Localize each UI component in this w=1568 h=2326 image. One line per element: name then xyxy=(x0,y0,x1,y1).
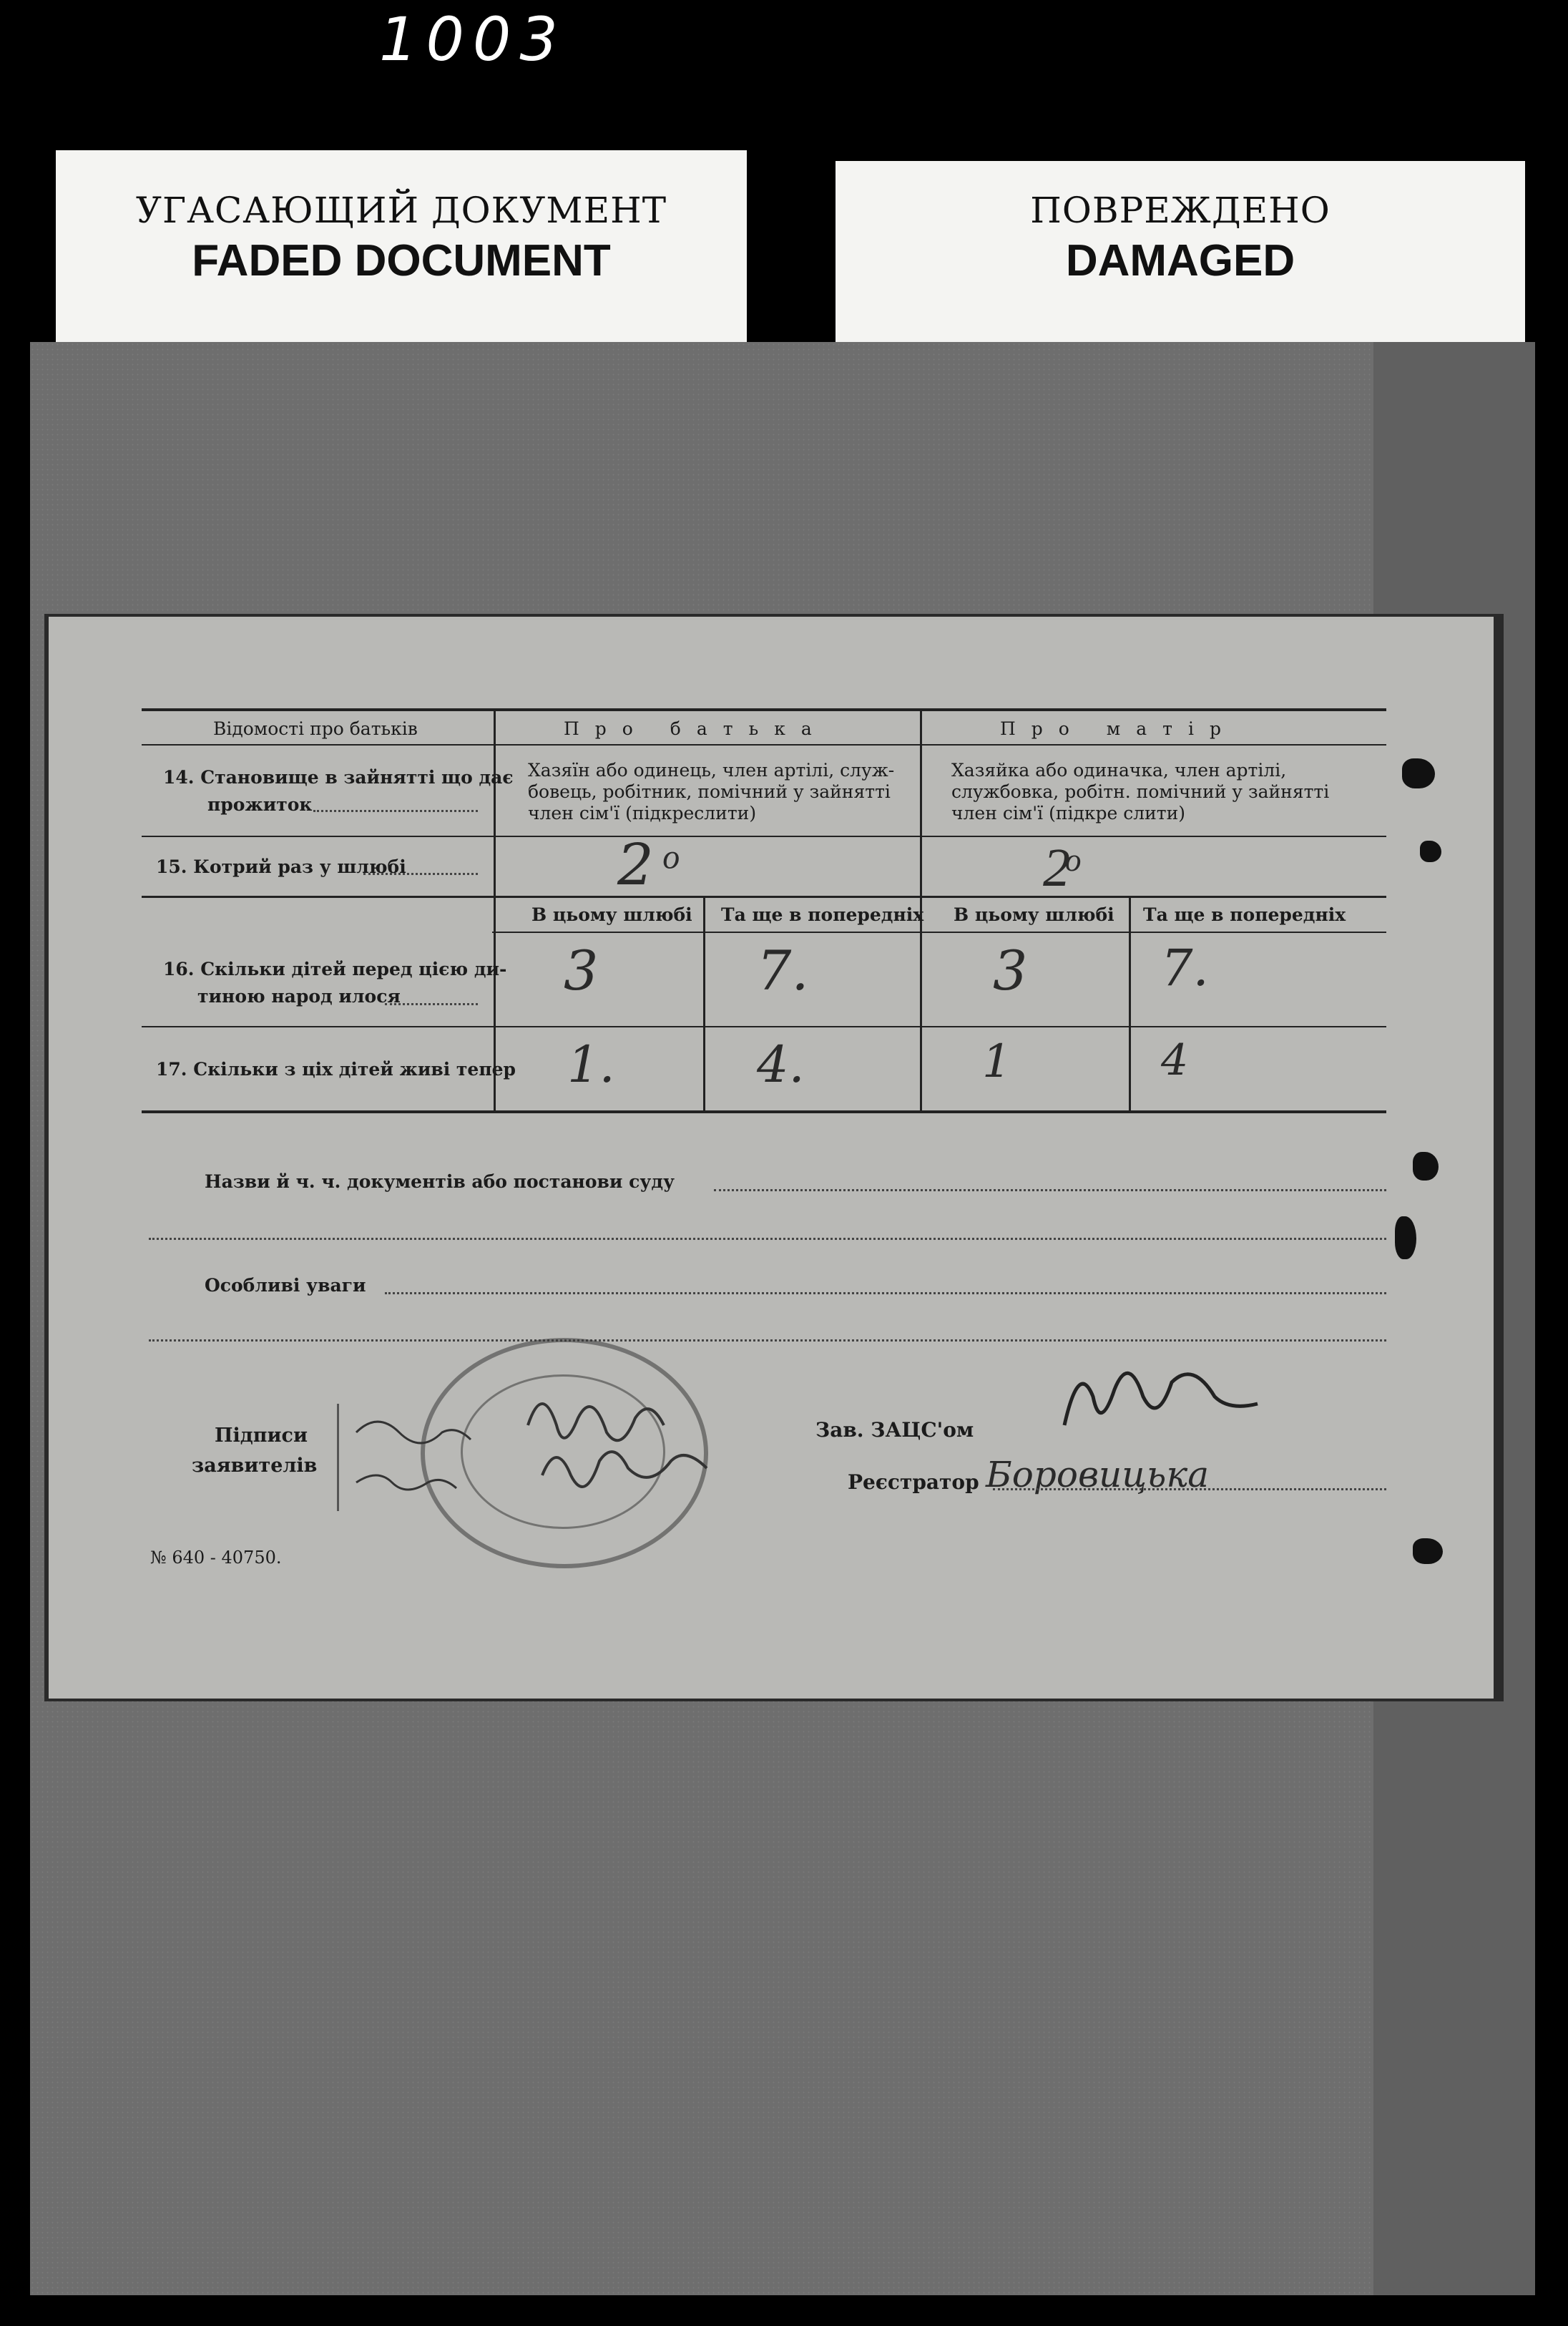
record-form-sheet xyxy=(49,617,1494,1699)
applicant-signatures xyxy=(342,1389,785,1525)
signatures-bracket xyxy=(337,1404,339,1511)
row14-father-line2: бовець, робітник, помічний у зайнятті xyxy=(528,781,891,802)
faded-label-en: FADED DOCUMENT xyxy=(192,236,611,285)
table-header-rule xyxy=(142,744,1386,746)
damaged-document-label xyxy=(836,161,1525,343)
head-of-office-label: Зав. ЗАЦС'ом xyxy=(815,1418,974,1442)
damaged-label-ru: ПОВРЕЖДЕНО xyxy=(1030,190,1331,231)
row17-father-prev: 4. xyxy=(757,1035,805,1094)
row16-rule xyxy=(142,1026,1386,1027)
damage-hole xyxy=(1413,1538,1443,1564)
damage-hole xyxy=(1413,1152,1439,1181)
table-bottom-rule xyxy=(142,1110,1386,1113)
mother-this-marriage-header: В цьому шлюбі xyxy=(954,904,1114,925)
row14-mother-line3: член сім'ї (підкре слити) xyxy=(951,803,1186,824)
form-number: № 640 - 40750. xyxy=(150,1548,282,1568)
signatures-label-line2: заявителів xyxy=(192,1455,318,1477)
father-this-marriage-header: В цьому шлюбі xyxy=(531,904,692,925)
mother-previous-header: Та ще в попередніх xyxy=(1143,904,1346,925)
damaged-label-en: DAMAGED xyxy=(1065,236,1295,285)
registrar-line xyxy=(993,1488,1386,1490)
row14-father-line3: член сім'ї (підкреслити) xyxy=(528,803,757,824)
row17-mother-prev: 4 xyxy=(1161,1035,1189,1085)
faded-label-ru: УГАСАЮЩИЙ ДОКУМЕНТ xyxy=(135,190,667,231)
row17-mother-this: 1 xyxy=(982,1035,1011,1088)
row15-rule xyxy=(142,896,1386,898)
damage-hole xyxy=(1420,841,1441,862)
header-mother: Про матір xyxy=(1000,718,1237,739)
row14-label-line1: 14. Становище в зайнятті що дає xyxy=(163,767,514,788)
row14-mother-line2: службовка, робітн. помічний у зайнятті xyxy=(951,781,1330,802)
documents-line1 xyxy=(714,1189,1386,1191)
notes-label: Особливі уваги xyxy=(205,1275,366,1296)
row15-father-value: 2 ͦ xyxy=(617,831,668,898)
row15-label: 15. Котрий раз у шлюбі xyxy=(156,856,406,877)
row14-mother-line1: Хазяйка або одиначка, член артілі, xyxy=(951,760,1287,781)
row17-label: 17. Скільки з ціх дітей живі тепер xyxy=(156,1059,516,1080)
row14-rule xyxy=(142,836,1386,837)
header-info: Відомості про батьків xyxy=(213,718,418,739)
row15-mother-value: 2ͦ xyxy=(1043,835,1070,899)
table-top-rule xyxy=(142,708,1386,711)
col-rule-father-split xyxy=(703,897,705,1112)
subheader-rule xyxy=(492,932,1386,933)
faded-document-label xyxy=(56,150,747,358)
notes-line2 xyxy=(149,1339,1386,1342)
frame-number: 1003 xyxy=(379,4,567,74)
registrar-label: Реєстратор xyxy=(848,1470,979,1494)
damage-hole xyxy=(1395,1216,1416,1259)
row15-leader xyxy=(363,873,478,875)
row17-father-this: 1. xyxy=(567,1035,615,1094)
row16-mother-this: 3 xyxy=(993,939,1028,1002)
row14-label-line2: прожиток xyxy=(207,794,313,815)
col-rule-mother-split xyxy=(1129,897,1131,1112)
documents-label: Назви й ч. ч. документів або постанови суду xyxy=(205,1171,675,1192)
row16-father-this: 3 xyxy=(564,939,599,1002)
row14-leader xyxy=(313,810,478,812)
row16-mother-prev: 7. xyxy=(1161,939,1209,997)
father-previous-header: Та ще в попередніх xyxy=(721,904,924,925)
damage-hole xyxy=(1402,758,1435,788)
registrar-signature: Боровицька xyxy=(986,1454,1210,1495)
row16-label-line1: 16. Скільки дітей перед цією ди- xyxy=(163,959,507,979)
header-father: Про батька xyxy=(564,718,828,739)
row16-leader xyxy=(385,1003,478,1005)
row16-label-line2: тиною народ илося xyxy=(197,986,401,1007)
head-signature xyxy=(1050,1361,1279,1454)
row14-father-line1: Хазяїн або одинець, член артілі, служ- xyxy=(528,760,895,781)
documents-line2 xyxy=(149,1238,1386,1240)
signatures-label-line1: Підписи xyxy=(215,1425,308,1447)
notes-line1 xyxy=(385,1292,1386,1294)
row16-father-prev: 7. xyxy=(757,939,809,1002)
